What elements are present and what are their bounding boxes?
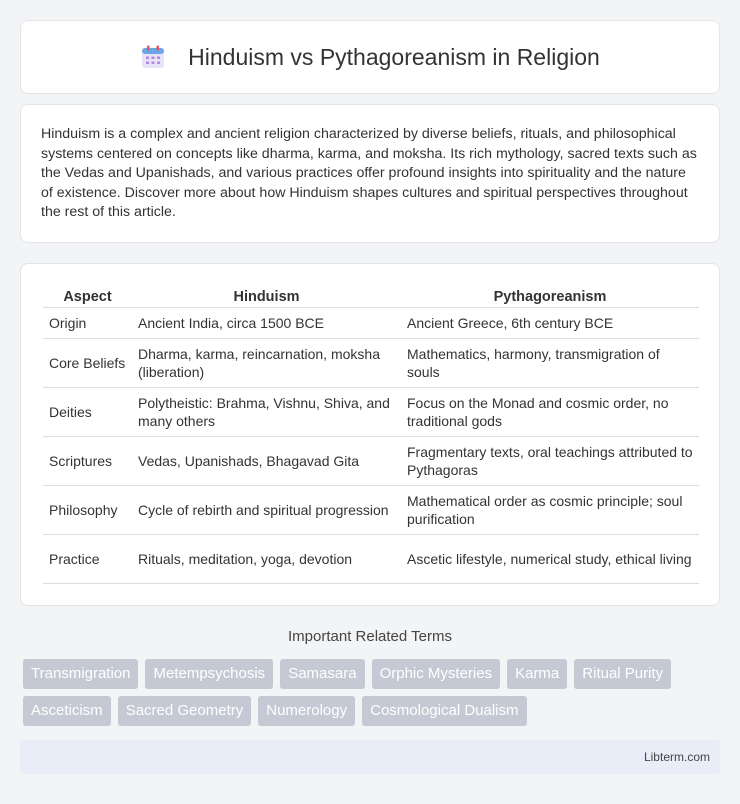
column-header: Pythagoreanism bbox=[401, 286, 699, 308]
column-header: Hinduism bbox=[132, 286, 401, 308]
table-cell: Focus on the Monad and cosmic order, no traditional gods bbox=[401, 388, 699, 437]
table-cell: Fragmentary texts, oral teachings attributed to Pythagoras bbox=[401, 437, 699, 486]
term-tag[interactable]: Ritual Purity bbox=[574, 659, 671, 689]
related-terms-list bbox=[23, 659, 713, 726]
term-tag[interactable]: Metempsychosis bbox=[145, 659, 273, 689]
table-cell: Dharma, karma, reincarnation, moksha (liberation) bbox=[132, 339, 401, 388]
table-cell: Mathematics, harmony, transmigration of souls bbox=[401, 339, 699, 388]
table-row bbox=[43, 339, 699, 388]
table-cell: Core Beliefs bbox=[43, 339, 132, 388]
intro-card bbox=[20, 104, 720, 243]
table-cell: Vedas, Upanishads, Bhagavad Gita bbox=[132, 437, 401, 486]
calendar-icon bbox=[140, 44, 166, 70]
table-cell: Ascetic lifestyle, numerical study, ethical living bbox=[401, 535, 699, 584]
table-cell: Rituals, meditation, yoga, devotion bbox=[132, 535, 401, 584]
table-cell: Origin bbox=[43, 308, 132, 339]
table-header-row bbox=[43, 286, 699, 308]
table-row bbox=[43, 308, 699, 339]
term-tag[interactable]: Transmigration bbox=[23, 659, 138, 689]
table-cell: Practice bbox=[43, 535, 132, 584]
table-row bbox=[43, 437, 699, 486]
table-row bbox=[43, 535, 699, 584]
related-terms-title: Important Related Terms bbox=[288, 628, 452, 645]
table-cell: Polytheistic: Brahma, Vishnu, Shiva, and many others bbox=[132, 388, 401, 437]
term-tag[interactable]: Cosmological Dualism bbox=[362, 696, 526, 726]
footer bbox=[20, 740, 720, 774]
intro-text: Hinduism is a complex and ancient religion characterized by diverse beliefs, rituals, and philosophical systems centered on concepts like dharma, karma, and moksha. Its rich mythology, sacred texts such as the Vedas and Upanishads, and various practices offer profound insights into spirituality and the nature of existence. Discover more about how Hinduism shapes cultures and spiritual perspectives throughout the rest of this article. bbox=[41, 126, 697, 220]
table-cell: Cycle of rebirth and spiritual progression bbox=[132, 486, 401, 535]
term-tag[interactable]: Asceticism bbox=[23, 696, 111, 726]
term-tag[interactable]: Sacred Geometry bbox=[118, 696, 252, 726]
comparison-table-card bbox=[20, 263, 720, 606]
footer-site-link[interactable]: Libterm.com bbox=[643, 750, 710, 764]
table-cell: Mathematical order as cosmic principle; soul purification bbox=[401, 486, 699, 535]
table-cell: Philosophy bbox=[43, 486, 132, 535]
table-cell: Deities bbox=[43, 388, 132, 437]
table-cell: Scriptures bbox=[43, 437, 132, 486]
comparison-table bbox=[43, 286, 699, 584]
table-cell: Ancient India, circa 1500 BCE bbox=[132, 308, 401, 339]
term-tag[interactable]: Karma bbox=[507, 659, 567, 689]
table-row bbox=[43, 388, 699, 437]
table-cell: Ancient Greece, 6th century BCE bbox=[401, 308, 699, 339]
term-tag[interactable]: Numerology bbox=[258, 696, 355, 726]
page-title: Hinduism vs Pythagoreanism in Religion bbox=[188, 43, 600, 70]
column-header: Aspect bbox=[43, 286, 132, 308]
table-row bbox=[43, 486, 699, 535]
header-card bbox=[20, 20, 720, 94]
term-tag[interactable]: Orphic Mysteries bbox=[372, 659, 501, 689]
term-tag[interactable]: Samasara bbox=[280, 659, 364, 689]
